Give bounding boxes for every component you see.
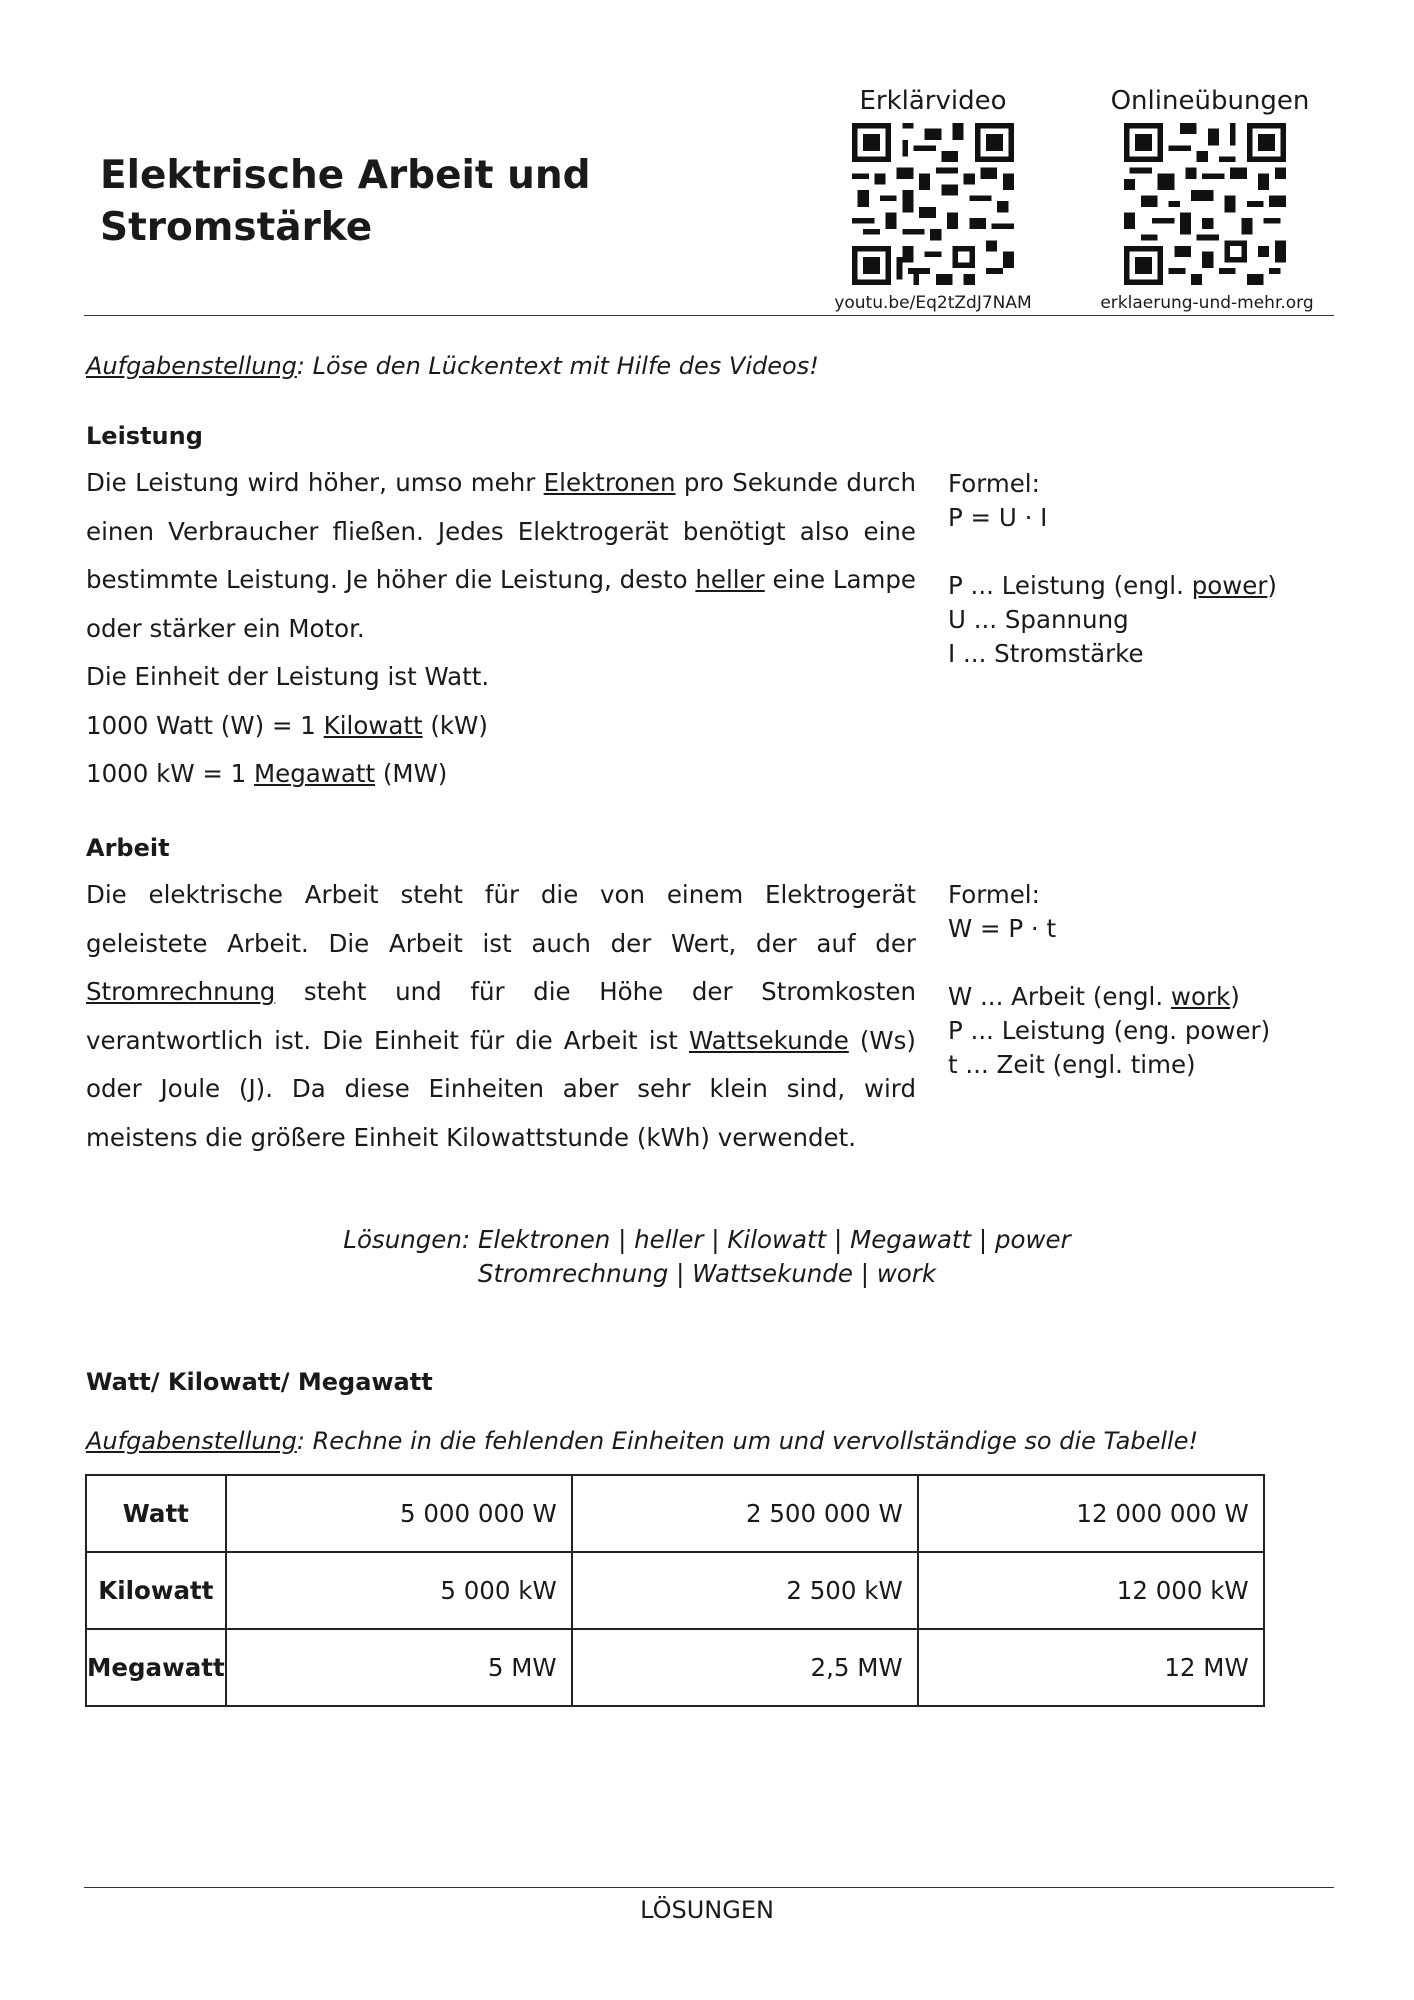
leistung-formula-box [948, 467, 1277, 671]
title-line-2: Stromstärke [100, 205, 373, 250]
table-cell[interactable]: 5 MW [226, 1629, 572, 1706]
task-text: : Rechne in die fehlenden Einheiten um und vervollständige so die Tabelle! [296, 1427, 1199, 1455]
table-cell[interactable]: 12 000 000 W [918, 1475, 1264, 1552]
leistung-text: Die Leistung wird höher, umso mehr Elektronen pro Sekunde durch einen Verbraucher fließen. Jedes Elektrogerät benötigt also eine bestimmte Leistung. Je höher die Leistung, desto heller eine Lampe oder stärker ein Motor. [86, 468, 916, 643]
answer-heller: heller [695, 565, 765, 594]
definition-w: W ... Arbeit (engl. work) [948, 982, 1240, 1011]
qr-video-url[interactable]: youtu.be/Eq2tZdJ7NAM [834, 293, 1032, 313]
definition-p2: P ... Leistung (eng. power) [948, 1016, 1271, 1045]
solutions-box [0, 1223, 1414, 1291]
definition-t: t ... Zeit (engl. time) [948, 1050, 1196, 1079]
kilowatt-line: 1000 Watt (W) = 1 Kilowatt (kW) [86, 710, 488, 740]
formula-label: Formel: [948, 469, 1040, 498]
megawatt-line: 1000 kW = 1 Megawatt (MW) [86, 759, 448, 788]
task-prefix: Aufgabenstellung [86, 1427, 297, 1455]
formula-p: P = U · I [948, 503, 1048, 532]
solutions-line-1: Lösungen: Elektronen | heller | Kilowatt | Megawatt | power [343, 1225, 1071, 1254]
row-label: Kilowatt [86, 1552, 226, 1629]
section-heading-units: Watt/ Kilowatt/ Megawatt [86, 1368, 433, 1396]
footer-label: LÖSUNGEN [640, 1896, 774, 1924]
qr-code-online[interactable] [1124, 123, 1286, 285]
formula-w: W = P · t [948, 914, 1057, 943]
section-heading-arbeit: Arbeit [86, 834, 170, 862]
solutions-line-2: Stromrechnung | Wattsekunde | work [477, 1259, 937, 1288]
qr-online-url[interactable]: erklaerung-und-mehr.org [1100, 293, 1314, 313]
answer-megawatt: Megawatt [254, 759, 376, 788]
answer-stromrechnung: Stromrechnung [86, 977, 276, 1006]
formula-label: Formel: [948, 880, 1040, 909]
table-row [86, 1475, 1264, 1552]
table-cell[interactable]: 2 500 000 W [572, 1475, 918, 1552]
table-cell[interactable]: 2 500 kW [572, 1552, 918, 1629]
qr-code-video[interactable] [852, 123, 1014, 285]
answer-power: power [1191, 571, 1268, 600]
table-cell[interactable]: 5 000 000 W [226, 1475, 572, 1552]
task-text: : Löse den Lückentext mit Hilfe des Videos! [296, 352, 819, 380]
table-cell[interactable]: 12 000 kW [918, 1552, 1264, 1629]
leistung-unit-line: Die Einheit der Leistung ist Watt. [86, 662, 490, 691]
arbeit-formula-box [948, 878, 1270, 1082]
row-label: Watt [86, 1475, 226, 1552]
table-cell[interactable]: 12 MW [918, 1629, 1264, 1706]
qr-online-label: Onlineübungen [1110, 86, 1310, 116]
task-prefix: Aufgabenstellung [86, 352, 297, 380]
page-title [100, 150, 591, 254]
row-label: Megawatt [86, 1629, 226, 1706]
section-heading-leistung: Leistung [86, 422, 203, 450]
title-line-1: Elektrische Arbeit und [100, 153, 591, 198]
leistung-paragraph [86, 459, 916, 799]
answer-kilowatt: Kilowatt [323, 710, 423, 740]
footer-divider [84, 1887, 1334, 1888]
qr-video-label: Erklärvideo [859, 86, 1007, 116]
task-instruction-2 [86, 1427, 1198, 1455]
arbeit-text: Die elektrische Arbeit steht für die von einem Elektrogerät geleistete Arbeit. Die Arbeit ist auch der Wert, der auf der Stromrechnung steht und für die Höhe der Stromkosten verantwortlich ist. Die Einheit für die Arbeit ist Wattsekunde (Ws) oder Joule (J). Da diese Einheiten aber sehr klein sind, wird meistens die größere Einheit Kilowattstunde (kWh) verwendet. [86, 880, 916, 1152]
header-divider [84, 315, 1334, 316]
table-row [86, 1552, 1264, 1629]
definition-i: I ... Stromstärke [948, 639, 1144, 668]
answer-work: work [1170, 982, 1231, 1011]
conversion-table [85, 1474, 1265, 1707]
table-row [86, 1629, 1264, 1706]
answer-wattsekunde: Wattsekunde [688, 1025, 849, 1055]
answer-elektronen: Elektronen [543, 468, 676, 497]
arbeit-paragraph [86, 871, 916, 1162]
definition-u: U ... Spannung [948, 605, 1129, 634]
table-cell[interactable]: 5 000 kW [226, 1552, 572, 1629]
table-cell[interactable]: 2,5 MW [572, 1629, 918, 1706]
definition-p: P ... Leistung (engl. power) [948, 571, 1277, 600]
task-instruction-1 [86, 352, 819, 380]
